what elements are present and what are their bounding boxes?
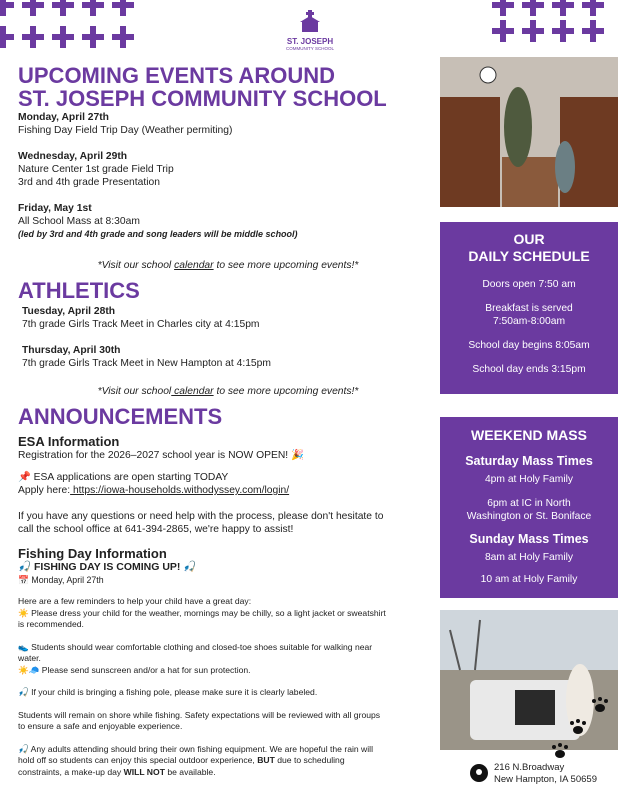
photo-classroom bbox=[440, 57, 618, 207]
school-logo: ST. JOSEPH COMMUNITY SCHOOL bbox=[280, 10, 340, 52]
plus-pattern-right bbox=[488, 0, 618, 50]
daily-schedule-panel: OUR DAILY SCHEDULE Doors open 7:50 am Breakfast is served 7:50am-8:00am School day begins 8:05am School day ends 3:15pm bbox=[440, 222, 618, 394]
location-pin-icon bbox=[470, 764, 488, 782]
announcements-title: ANNOUNCEMENTS bbox=[18, 404, 223, 429]
athletics-calendar-note: *Visit our school calendar to see more upcoming events!* bbox=[97, 386, 359, 397]
weekend-mass-panel: WEEKEND MASS Saturday Mass Times 4pm at Holy Family 6pm at IC in North Washington or St. Boniface Sunday Mass Times 8am at Holy Family 10 am at Holy Family bbox=[440, 417, 618, 598]
athletics-title: ATHLETICS bbox=[18, 278, 140, 303]
plus-pattern-left bbox=[0, 0, 130, 50]
calendar-link[interactable]: calendar bbox=[171, 386, 214, 397]
events-list: Monday, April 27th Fishing Day Field Trip Day (Weather permiting) Wednesday, April 29th Nature Center 1st grade Field Trip 3rd and 4th grade Presentation Friday, May 1st All School Mass at 8:30am (led by 3rd and 4th grade and song leaders will be middle school) bbox=[18, 111, 438, 241]
events-calendar-note: *Visit our school calendar to see more upcoming events!* bbox=[97, 260, 359, 271]
esa-apply-link[interactable]: https://iowa-households.withodyssey.com/login/ bbox=[70, 485, 290, 496]
fishing-section: Fishing Day Information 🎣 FISHING DAY IS COMING UP! 🎣 📅 Monday, April 27th Here are a few reminders to help your child have a great day: ☀️ Please dress your child for the weather, mornings may be chilly, so a light jacket or sweatshirt is recommended. 👟 Students should wear comfortable clothing and closed-toe shoes suitable for walking near water. ☀️🧢 Please send sunscreen and/or a hat for sun protection. 🎣 If your child is bringing a fishing pole, please make sure it is clearly labeled. Students will remain on shore while fishing. Safety expectations will be reviewed with all groups to ensure a safe and enjoyable experience. 🎣 Any adults attending should bring their own fishing equipment. We are hopeful the rain will hold off so students can enjoy this special outdoor experience, BUT due to scheduling constraints, a make-up day WILL NOT be available. bbox=[18, 546, 386, 777]
paw-prints-decoration bbox=[548, 690, 618, 760]
event-date: Monday, April 27th bbox=[18, 112, 109, 123]
calendar-link[interactable]: calendar bbox=[174, 260, 214, 271]
church-icon bbox=[297, 10, 323, 32]
event-date: Friday, May 1st bbox=[18, 203, 92, 214]
event-date: Wednesday, April 29th bbox=[18, 151, 128, 162]
events-title: UPCOMING EVENTS AROUND ST. JOSEPH COMMUNITY SCHOOL bbox=[18, 63, 387, 111]
esa-section: ESA Information Registration for the 2026–2027 school year is NOW OPEN! 🎉 📌 ESA applications are open starting TODAY Apply here: https://iowa-households.withodyssey.com/login/ If you have any questions or need help with the process, please don't hesitate to call the school office at 641-394-2865, we're happy to assist! bbox=[18, 434, 384, 535]
athletics-list: Tuesday, April 28th 7th grade Girls Track Meet in Charles city at 4:15pm Thursday, April 30th 7th grade Girls Track Meet in New Hampton at 4:15pm bbox=[22, 306, 271, 369]
school-address: 216 N.Broadway New Hampton, IA 50659 bbox=[494, 762, 597, 785]
